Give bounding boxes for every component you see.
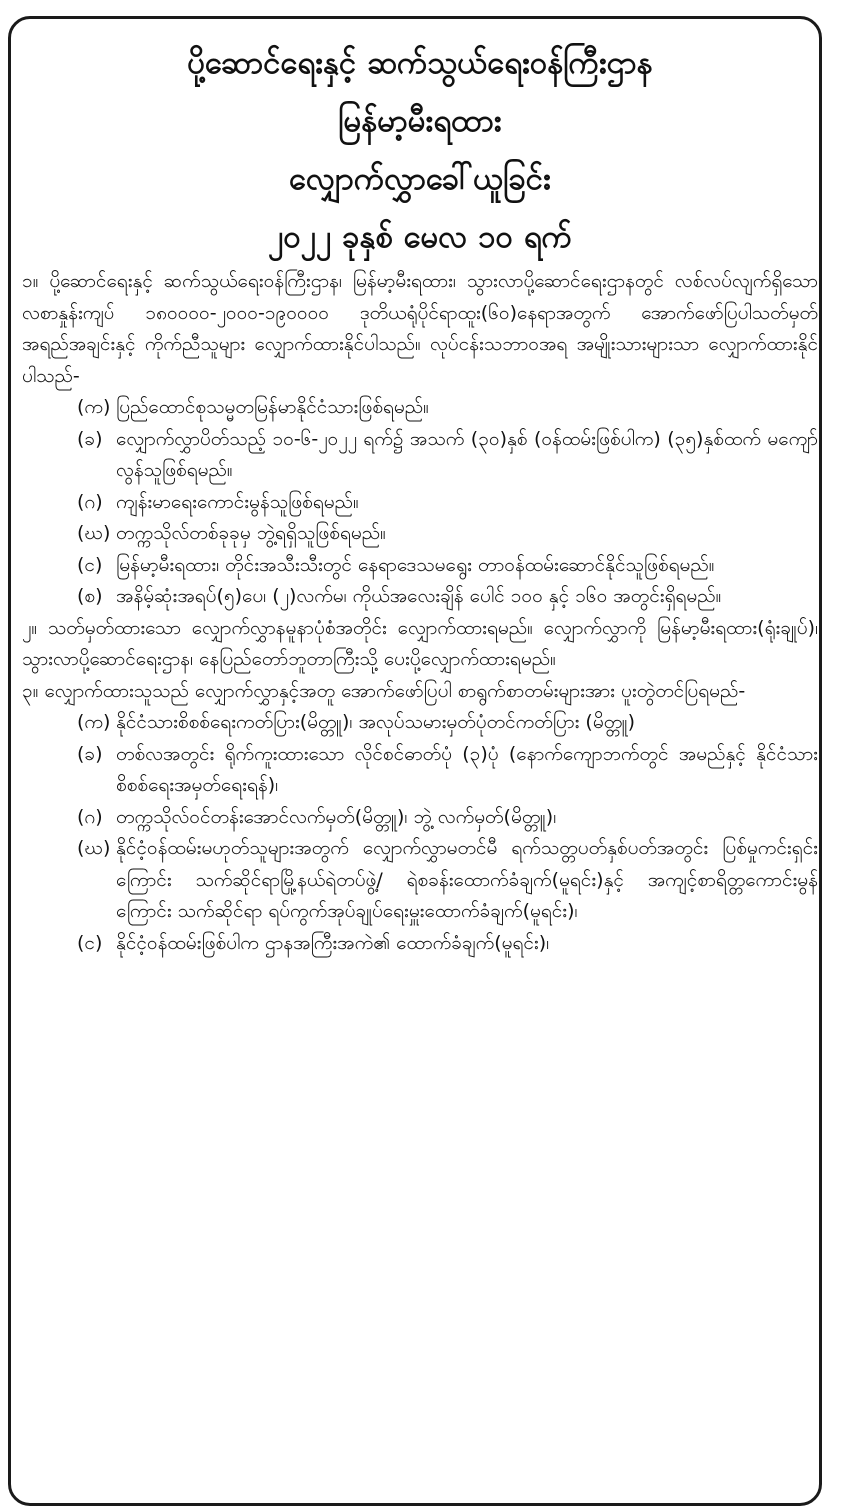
section-3-text: ၃။ လျှောက်ထားသူသည် လျှောက်လွှာနှင့်အတူ အောက်ဖော်ပြပါ စာရွက်စာတမ်းများအား ပူးတွဲတင်ပြရမည်- (22, 679, 746, 702)
section-1-text: ၁။ ပို့ဆောင်ရေးနှင့် ဆက်သွယ်ရေးဝန်ကြီးဌာန၊ မြန်မာ့မီးရထား၊ သွားလာပို့ဆောင်ရေးဌာနတွင် လစ်လပ်လျက်ရှိသော လစာနှုန်းကျပ် ၁၈၀၀၀၀-၂၀၀၀-၁၉၀၀၀၀ ဒုတိယရုံပိုင်ရာထူး(၆၀)နေရာအတွက် အောက်ဖော်ပြပါသတ်မှတ်အရည်အချင်းနှင့် ကိုက်ညီသူများ လျှောက်ထားနိုင်ပါသည်။ လုပ်ငန်းသဘာဝအရ အမျိုးသားများသာ လျှောက်ထားနိုင်ပါသည်- (22, 270, 818, 387)
list-item (22, 550, 818, 582)
section-2-text: ၂။ သတ်မှတ်ထားသော လျှောက်လွှာနမူနာပုံစံအတိုင်း လျှောက်ထားရမည်။ လျှောက်လွှာကို မြန်မာ့မီးရထား(ရုံးချုပ်)၊ သွားလာပို့ဆောင်ရေးဌာန၊ နေပြည်တော်ဘူတာကြီးသို့ ပေးပို့လျှောက်ထားရမည်။ (22, 616, 818, 670)
list-item (22, 424, 818, 487)
item-marker: (ဃ) (77, 522, 111, 544)
list-item (22, 928, 818, 960)
list-item (22, 487, 818, 519)
list-item (22, 802, 818, 834)
item-marker: (က) (77, 711, 111, 733)
item-text: လျှောက်လွှာပိတ်သည့် ၁၀-၆-၂၀၂၂ ရက်၌ အသက် (၃၀)နှစ် (ဝန်ထမ်းဖြစ်ပါက) (၃၅)နှစ်ထက် မကျော်လွန်သူဖြစ်ရမည်။ (116, 427, 818, 481)
list-item (22, 739, 818, 802)
section-1-list (22, 392, 818, 613)
item-marker: (ခ) (77, 742, 103, 765)
list-item (22, 707, 818, 739)
item-text: ပြည်ထောင်စုသမ္မတမြန်မာနိုင်ငံသားဖြစ်ရမည်။ (116, 396, 429, 418)
list-item (22, 833, 818, 928)
notice-body (22, 266, 818, 959)
ministry-title: ပို့ဆောင်ရေးနှင့် ဆက်သွယ်ရေးဝန်ကြီးဌာန (187, 45, 653, 81)
item-text: တက္ကသိုလ်ဝင်တန်းအောင်လက်မှတ်(မိတ္တူ)၊ ဘွဲ့ လက်မှတ်(မိတ္တူ)၊ (116, 805, 557, 828)
item-text: နိုင်ငံသားစိစစ်ရေးကတ်ပြား(မိတ္တူ)၊ အလုပ်သမားမှတ်ပုံတင်ကတ်ပြား (မိတ္တူ) (116, 711, 636, 733)
item-text: မြန်မာ့မီးရထား၊ တိုင်းအသီးသီးတွင် နေရာဒေသမရွေး တာဝန်ထမ်းဆောင်နိုင်သူဖြစ်ရမည်။ (116, 553, 715, 576)
item-marker: (ဃ) (77, 837, 111, 859)
item-marker: (က) (77, 396, 111, 418)
list-item (22, 518, 818, 550)
item-text: တက္ကသိုလ်တစ်ခုခုမှ ဘွဲ့ရရှိသူဖြစ်ရမည်။ (116, 522, 386, 544)
item-marker: (ခ) (77, 427, 103, 450)
item-text: နိုင်ငံ့ဝန်ထမ်းဖြစ်ပါက ဌာနအကြီးအကဲ၏ ထောက်ခံချက်(မူရင်း)၊ (116, 931, 550, 954)
section-3-list (22, 707, 818, 959)
item-marker: (ဂ) (77, 805, 103, 828)
list-item (22, 392, 818, 424)
item-text: ကျန်းမာရေးကောင်းမွန်သူဖြစ်ရမည်။ (116, 490, 359, 513)
item-text: တစ်လအတွင်း ရိုက်ကူးထားသော လိုင်စင်ဓာတ်ပုံ (၃)ပုံ (နောက်ကျောဘက်တွင် အမည်နှင့် နိုင်ငံသားစိစစ်ရေးအမှတ်ရေးရန်)၊ (116, 742, 818, 796)
list-item (22, 581, 818, 613)
item-marker: (စ) (77, 585, 103, 607)
item-marker: (ဂ) (77, 490, 103, 513)
department-title: မြန်မာ့မီးရထား (338, 103, 502, 139)
notice-title: လျှောက်လွှာခေါ်ယူခြင်း (289, 161, 551, 197)
notice-content (22, 34, 818, 959)
item-marker: (င) (77, 931, 103, 954)
item-text: အနိမ့်ဆုံးအရပ်(၅)ပေ၊ (၂)လက်မ၊ ကိုယ်အလေးချိန် ပေါင် ၁၀၀ နှင့် ၁၆၀ အတွင်းရှိရမည်။ (116, 585, 722, 607)
notice-date: ၂၀၂၂ ခုနှစ် မေလ ၁၀ ရက် (268, 219, 572, 255)
item-marker: (င) (77, 553, 103, 576)
item-text: နိုင်ငံ့ဝန်ထမ်းမဟုတ်သူများအတွက် လျှောက်လွှာမတင်မီ ရက်သတ္တပတ်နှစ်ပတ်အတွင်း ပြစ်မှုကင်းရှင်းကြောင်း သက်ဆိုင်ရာမြို့နယ်ရဲတပ်ဖွဲ့/ ရဲစခန်းထောက်ခံချက်(မူရင်း)နှင့် အကျင့်စာရိတ္တကောင်းမွန်ကြောင်း သက်ဆိုင်ရာ ရပ်ကွက်အုပ်ချုပ်ရေးမှူးထောက်ခံချက်(မူရင်း)၊ (116, 837, 818, 922)
